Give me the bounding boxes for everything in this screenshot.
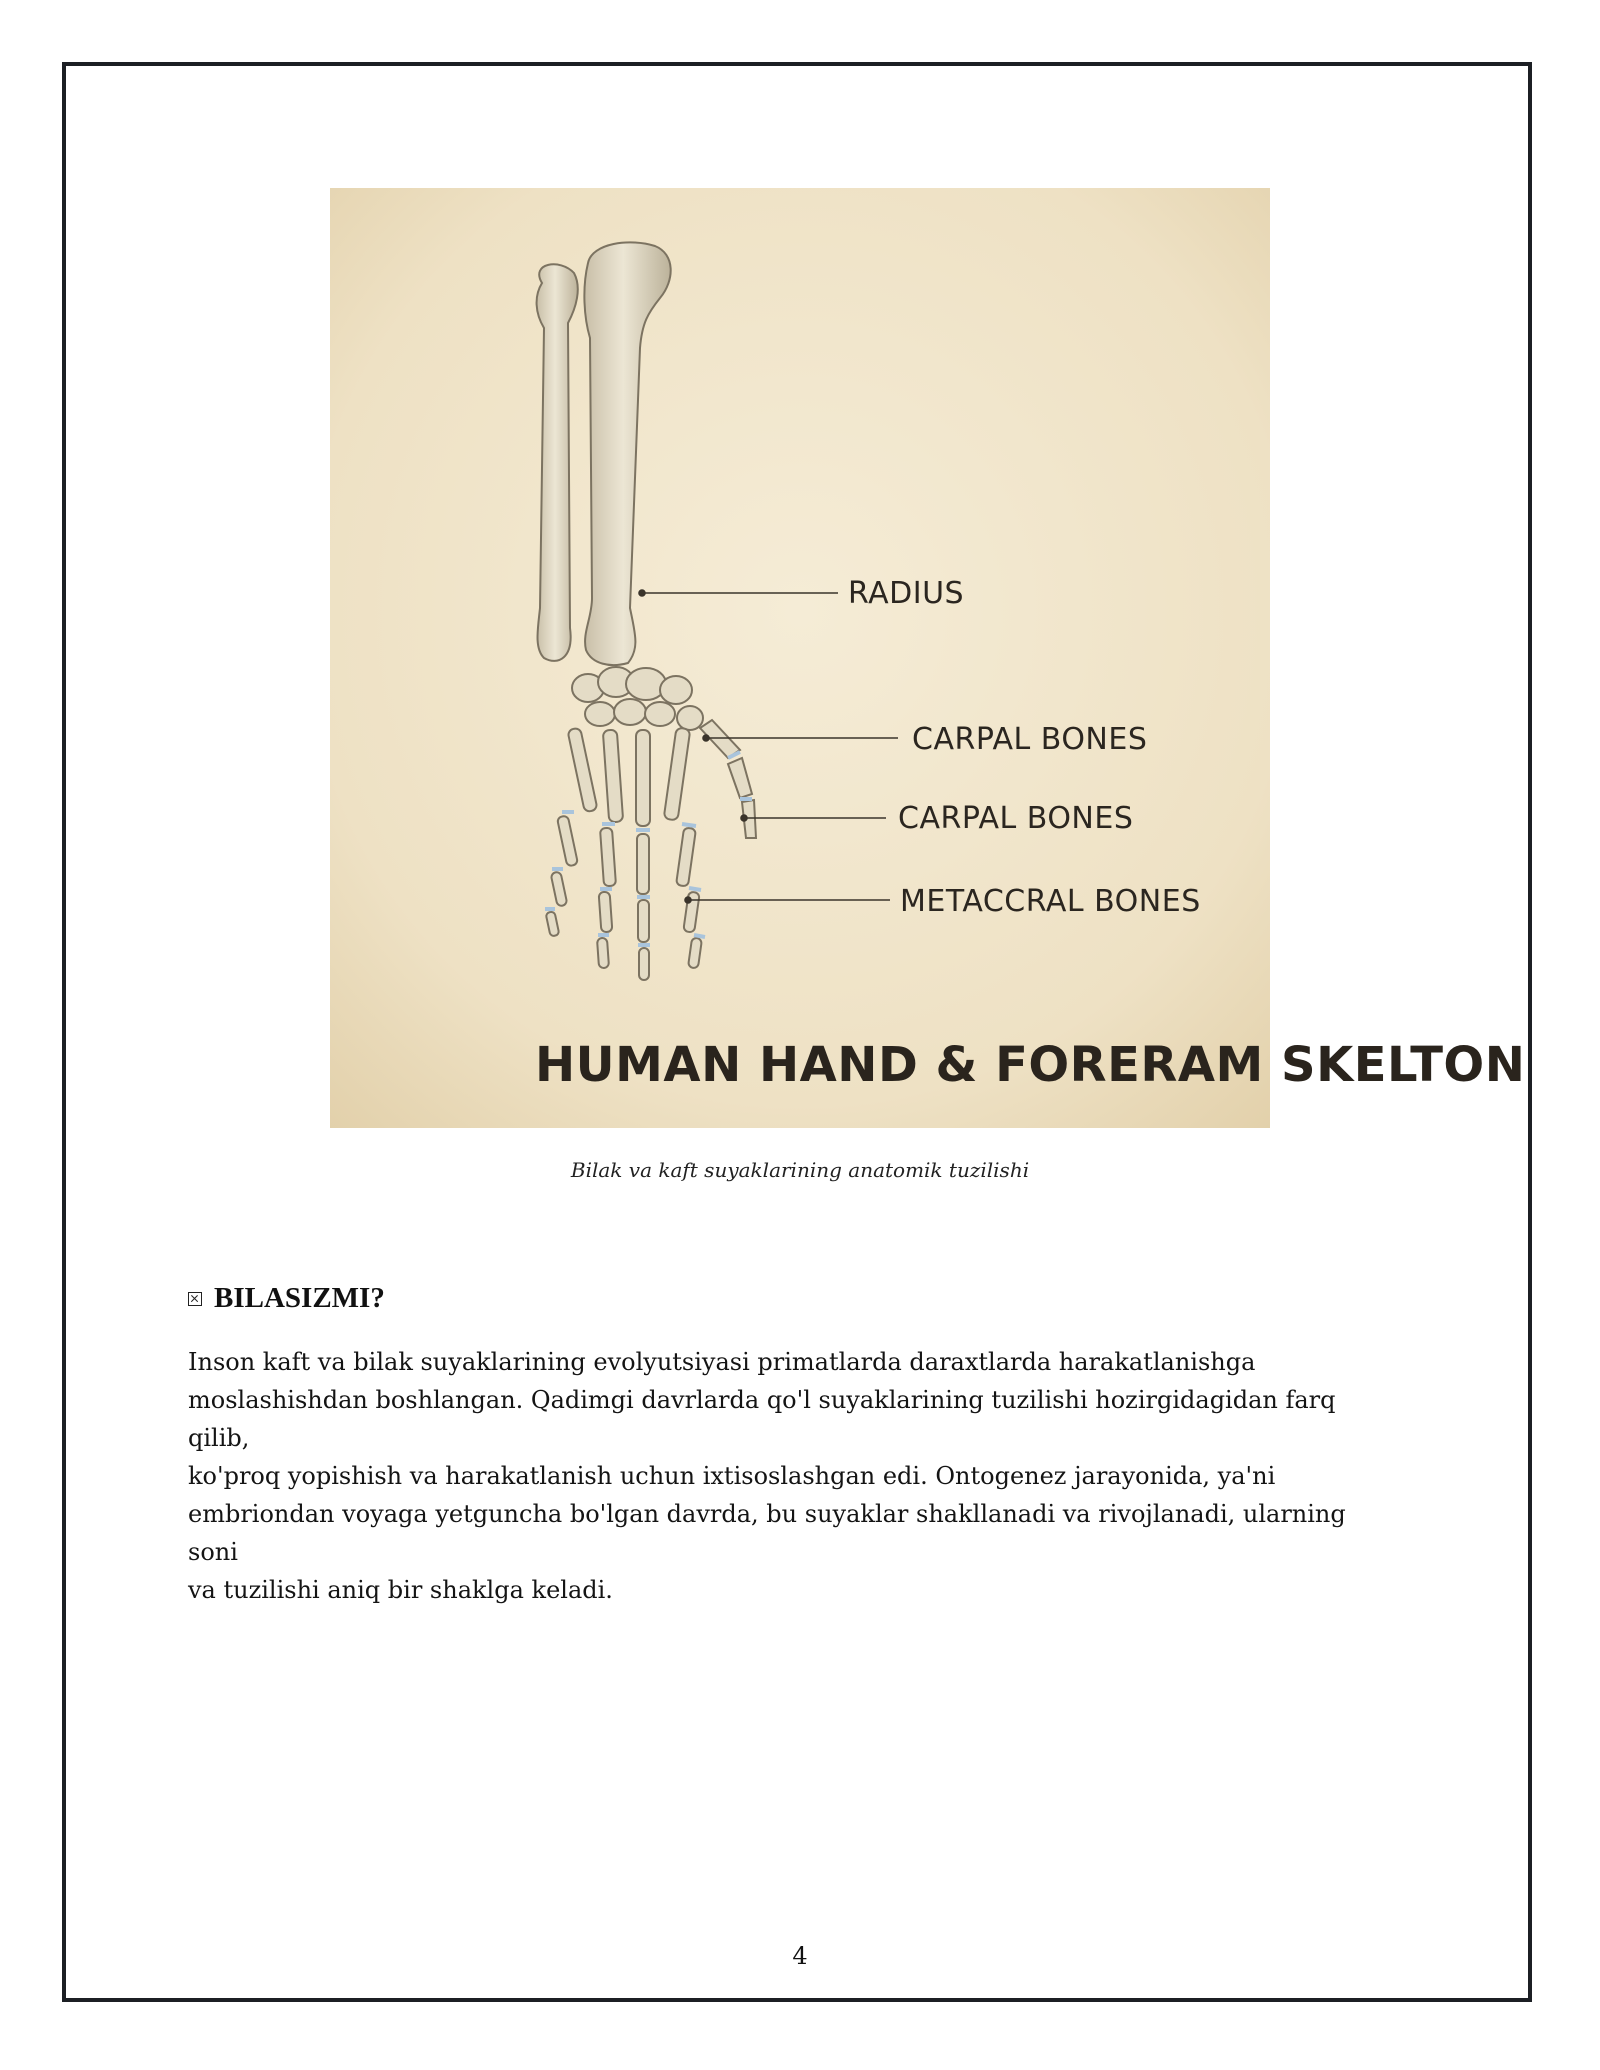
carpal-bones [572,667,703,730]
body-paragraph: Inson kaft va bilak suyaklarining evolyutsiyasi primatlarda daraxtlarda harakatlanishga moslashishdan boshlangan. Qadimgi davrlarda qo'l suyaklarining tuzilishi hozirgidagidan farq qilib, ko'proq yopishish va harakatlanish uchun ixtisoslashgan edi. Ontogenez jarayonida, ya'ni embriondan voyaga yetguncha bo'lgan davrda, bu suyaklar shakllanadi va rivojlanadi, ularning soni va tuzilishi aniq bir shaklga keladi. [188,1348,1346,1604]
heading-text: BILASIZMI? [214,1282,385,1314]
boxed-x-icon [188,1292,202,1306]
label-metacarpal-bones: METACCRAL BONES [900,884,1201,919]
anatomy-figure [330,188,1526,1128]
figure-title: HUMAN HAND & FORERAM SKELTON [535,1037,1526,1093]
figure-background [330,188,1270,1128]
label-carpal-bones-2: CARPAL BONES [898,801,1134,836]
label-carpal-bones-1: CARPAL BONES [912,722,1148,757]
hand-forearm-illustration [330,188,1526,1128]
section-heading [188,1282,385,1315]
label-radius: RADIUS [848,576,965,611]
page-number: 4 [792,1942,808,1970]
figure-caption: Bilak va kaft suyaklarining anatomik tuzilishi [570,1158,1030,1182]
